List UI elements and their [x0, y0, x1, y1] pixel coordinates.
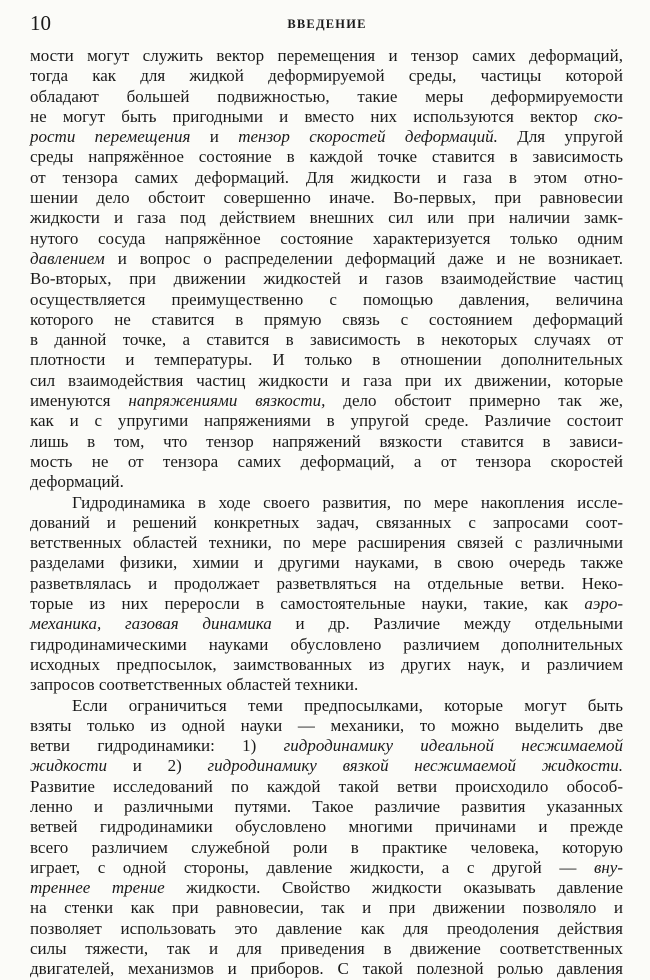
text-run: дований и решений конкретных задач, связанных с запросами соот-: [30, 512, 623, 532]
text-run: ветви гидродинамики: 1): [30, 736, 284, 756]
text-line: [30, 736, 623, 756]
text-run: которого не ставится в прямую связь с состоянием деформаций: [30, 309, 623, 329]
text-run: нутого сосуда напряжённое состояние характеризуется только одним: [30, 228, 623, 248]
page-header: [30, 10, 624, 36]
body-text: [30, 46, 623, 980]
text-line: [30, 310, 623, 330]
text-line: [30, 66, 623, 86]
text-line: [30, 269, 623, 289]
text-line: [30, 229, 623, 249]
text-line: [30, 391, 623, 411]
text-run: шении дело обстоит совершенно иначе. Во-первых, при равновесии: [30, 188, 623, 208]
text-run: на стенки как при равновесии, так и при движении позволяло и: [30, 898, 623, 918]
text-run: от тензора самих деформаций. Для жидкости и газа в этом отно-: [30, 167, 623, 187]
text-line: [30, 533, 623, 553]
text-run: осуществляется преимущественно с помощью давления, величина: [30, 289, 623, 309]
text-run: ветвей гидродинамики обусловлено многими причинами и прежде: [30, 817, 623, 837]
text-line: [30, 797, 623, 817]
text-run: всего различием служебной роли в практике человека, которую: [30, 837, 623, 857]
text-run: как и с упругими напряжениями в упругой среде. Различие состоит: [30, 411, 623, 431]
text-run: в данной точке, а ставится в зависимость в некоторых случаях от: [30, 330, 623, 350]
text-line: [30, 411, 623, 431]
text-run: запросов соответственных областей техники.: [30, 675, 359, 695]
text-run: и: [190, 127, 239, 147]
text-run: дело обстоит примерно так же,: [325, 391, 623, 411]
text-run: жидкости и газа под действием внешних сил или при наличии замк-: [30, 208, 623, 228]
text-run: деформаций.: [30, 472, 124, 492]
text-line: [30, 127, 623, 147]
text-run: Гидродинамика в ходе своего развития, по мере накопления иссле-: [72, 492, 623, 512]
text-line: [30, 107, 623, 127]
text-line: [30, 898, 623, 918]
text-run: ленно и различными путями. Такое различие развития указанных: [30, 796, 623, 816]
italic-term: аэро-: [584, 594, 623, 614]
text-run: сил взаимодействия частиц жидкости и газа при их движении, которые: [30, 370, 623, 390]
text-run: тогда как для жидкой деформируемой среды, частицы которой: [30, 66, 623, 86]
text-run: разделами физики, химии и другими науками, в свою очередь также: [30, 553, 623, 573]
page-number: 10: [30, 11, 51, 35]
italic-term: тензор скоростей деформаций.: [238, 127, 498, 147]
text-run: и др. Различие между отдельными: [271, 614, 623, 634]
text-line: [30, 675, 623, 695]
text-run: среды напряжённое состояние в каждой точке ставится в зависимость: [30, 147, 623, 167]
text-line: [30, 168, 623, 188]
text-line: [30, 696, 623, 716]
text-line: [30, 594, 623, 614]
text-run: позволяет использовать это давление как для преодоления действия: [30, 918, 623, 938]
text-line: [30, 655, 623, 675]
text-line: [30, 208, 623, 228]
text-line: [30, 188, 623, 208]
text-line: [30, 614, 623, 634]
text-line: [30, 777, 623, 797]
text-line: [30, 513, 623, 533]
text-run: гидродинамическими науками обусловлено различием дополнительных: [30, 634, 623, 654]
text-run: ветственных областей техники, по мере расширения связей с различными: [30, 533, 623, 553]
italic-term: рости перемещения: [30, 127, 191, 147]
text-line: [30, 87, 623, 107]
italic-term: треннее трение: [30, 878, 165, 898]
text-line: [30, 46, 623, 66]
text-line: [30, 553, 623, 573]
text-line: [30, 452, 623, 472]
text-run: не могут быть пригодными и вместо них используются вектор: [30, 106, 594, 126]
text-run: Для упругой: [497, 127, 623, 147]
text-line: [30, 371, 623, 391]
text-line: [30, 472, 623, 492]
running-head: ВВЕДЕНИЕ: [287, 17, 367, 31]
text-run: именуются: [30, 391, 129, 411]
text-line: [30, 635, 623, 655]
text-run: взяты только из одной науки — механики, то можно выделить две: [30, 715, 623, 735]
text-run: разветвлялась и продолжает разветвляться на отдельные ветви. Неко-: [30, 573, 623, 593]
text-line: [30, 959, 623, 979]
italic-term: жидкости: [30, 756, 108, 776]
text-run: мости могут служить вектор перемещения и тензор самих деформаций,: [30, 46, 623, 65]
text-run: играет, с одной стороны, давление жидкости, а с другой —: [30, 857, 594, 877]
italic-term: вну-: [593, 857, 623, 877]
text-line: [30, 838, 623, 858]
italic-term: гидродинамику вязкой несжимаемой жидкости.: [207, 756, 623, 776]
italic-term: механика, газовая динамика: [30, 614, 272, 634]
text-line: [30, 716, 623, 736]
text-line: [30, 939, 623, 959]
text-run: мость не от тензора самих деформаций, а от тензора скоростей: [30, 451, 623, 471]
text-run: торые из них переросли в самостоятельные науки, такие, как: [30, 594, 585, 614]
italic-term: ско-: [593, 106, 623, 126]
text-run: Если ограничиться теми предпосылками, которые могут быть: [72, 695, 623, 715]
text-run: Во-вторых, при движении жидкостей и газов взаимодействие частиц: [30, 269, 623, 289]
text-run: лишь в том, что тензор напряжений вязкости ставится в зависи-: [30, 431, 623, 451]
text-line: [30, 756, 623, 776]
text-run: и вопрос о распределении деформаций даже и не возникает.: [104, 248, 623, 268]
text-line: [30, 858, 623, 878]
text-run: Развитие исследований по каждой такой ветви происходило обособ-: [30, 776, 623, 796]
text-run: силы тяжести, так и для приведения в движение соответственных: [30, 939, 623, 959]
text-run: исходных предпосылок, заимствованных из других наук, и различием: [30, 654, 623, 674]
text-line: [30, 432, 623, 452]
text-line: [30, 350, 623, 370]
text-line: [30, 878, 623, 898]
text-run: жидкости. Свойство жидкости оказывать давление: [164, 878, 623, 898]
text-line: [30, 330, 623, 350]
text-line: [30, 919, 623, 939]
italic-term: давлением: [30, 248, 105, 268]
italic-term: напряжениями вязкости,: [128, 391, 326, 411]
text-run: двигателей, механизмов и приборов. С такой полезной ролью давления: [30, 959, 623, 979]
italic-term: гидродинамику идеальной несжимаемой: [283, 736, 623, 756]
text-run: и 2): [107, 756, 208, 776]
text-run: обладают большей подвижностью, такие меры деформируемости: [30, 86, 623, 106]
text-line: [30, 147, 623, 167]
text-line: [30, 493, 623, 513]
text-line: [30, 249, 623, 269]
text-run: плотности и температуры. И только в отношении дополнительных: [30, 350, 623, 370]
text-line: [30, 817, 623, 837]
text-line: [30, 574, 623, 594]
text-line: [30, 290, 623, 310]
